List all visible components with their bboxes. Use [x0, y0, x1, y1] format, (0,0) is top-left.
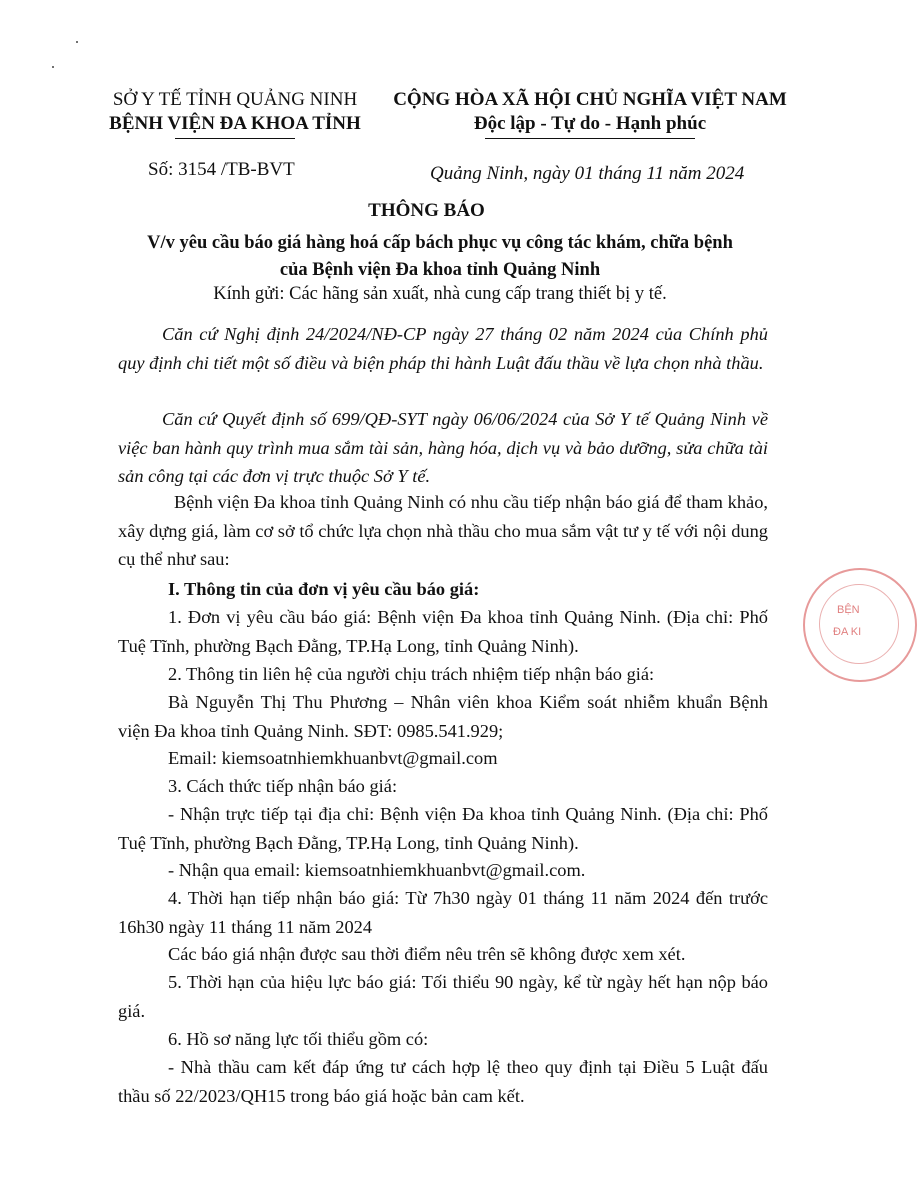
contact-person: Bà Nguyễn Thị Thu Phương – Nhân viên khoa Kiểm soát nhiễm khuẩn Bệnh viện Đa khoa tỉnh Quảng Ninh. SĐT: 0985.541.929; — [118, 692, 768, 741]
motto-underline — [485, 138, 695, 139]
country-name: CỘNG HÒA XÃ HỘI CHỦ NGHĨA VIỆT NAM — [393, 89, 787, 110]
place-date: Quảng Ninh, ngày 01 tháng 11 năm 2024 — [430, 163, 745, 184]
national-motto-block — [380, 88, 800, 139]
intro-paragraph: Bệnh viện Đa khoa tỉnh Quảng Ninh có nhu cầu tiếp nhận báo giá để tham khảo, xây dựng giá, làm cơ sở tổ chức lựa chọn nhà thầu cho mua sắm vật tư y tế với nội dung cụ thể như sau: — [118, 492, 768, 569]
document-title: THÔNG BÁO — [368, 200, 485, 221]
legal-basis-1: Căn cứ Nghị định 24/2024/NĐ-CP ngày 27 tháng 02 năm 2024 của Chính phủ quy định chi tiết một số điều và biện pháp thi hành Luật đấu thầu về lựa chọn nhà thầu. — [118, 324, 768, 373]
item-6: 6. Hồ sơ năng lực tối thiểu gồm có: — [168, 1029, 429, 1049]
issuer-underline — [175, 138, 295, 139]
document-number: Số: 3154 /TB-BVT — [148, 159, 295, 180]
contact-email: Email: kiemsoatnhiemkhuanbvt@gmail.com — [168, 748, 498, 768]
item-2: 2. Thông tin liên hệ của người chịu trách nhiệm tiếp nhận báo giá: — [168, 664, 655, 684]
item-5: 5. Thời hạn của hiệu lực báo giá: Tối thiểu 90 ngày, kể từ ngày hết hạn nộp báo giá. — [118, 972, 768, 1021]
issuer-hospital: BỆNH VIỆN ĐA KHOA TỈNH — [109, 113, 361, 134]
issuer-block — [90, 88, 380, 139]
official-stamp — [803, 568, 917, 682]
motto: Độc lập - Tự do - Hạnh phúc — [473, 113, 707, 134]
item-4-note: Các báo giá nhận được sau thời điểm nêu trên sẽ không được xem xét. — [168, 944, 686, 964]
recipient: Kính gửi: Các hãng sản xuất, nhà cung cấp trang thiết bị y tế. — [213, 284, 667, 304]
item-4: 4. Thời hạn tiếp nhận báo giá: Từ 7h30 ngày 01 tháng 11 năm 2024 đến trước 16h30 ngày 11 tháng 11 năm 2024 — [118, 888, 768, 937]
section-1-heading: I. Thông tin của đơn vị yêu cầu báo giá: — [168, 579, 480, 599]
subject — [80, 230, 800, 284]
item-3-direct: - Nhận trực tiếp tại địa chỉ: Bệnh viện Đa khoa tỉnh Quảng Ninh. (Địa chỉ: Phố Tuệ Tĩnh, phường Bạch Đằng, TP.Hạ Long, tỉnh Quảng Ninh). — [118, 804, 768, 853]
item-6-commitment: - Nhà thầu cam kết đáp ứng tư cách hợp lệ theo quy định tại Điều 5 Luật đấu thầu số 22/2023/QH15 trong báo giá hoặc bản cam kết. — [118, 1057, 768, 1106]
item-3: 3. Cách thức tiếp nhận báo giá: — [168, 776, 398, 796]
subject-line-2: của Bệnh viện Đa khoa tỉnh Quảng Ninh — [279, 260, 601, 280]
item-3-email: - Nhận qua email: kiemsoatnhiemkhuanbvt@gmail.com. — [168, 860, 586, 880]
stamp-inner-ring — [819, 584, 899, 664]
legal-basis-2: Căn cứ Quyết định số 699/QĐ-SYT ngày 06/06/2024 của Sở Y tế Quảng Ninh về việc ban hành quy trình mua sắm tài sản, hàng hóa, dịch vụ và bảo dưỡng, sửa chữa tài sản công tại các đơn vị trực thuộc Sở Y tế. — [118, 409, 768, 486]
subject-line-1: V/v yêu cầu báo giá hàng hoá cấp bách phục vụ công tác khám, chữa bệnh — [147, 233, 733, 253]
issuer-parent-agency: SỞ Y TẾ TỈNH QUẢNG NINH — [112, 89, 358, 110]
item-1: 1. Đơn vị yêu cầu báo giá: Bệnh viện Đa khoa tỉnh Quảng Ninh. (Địa chỉ: Phố Tuệ Tĩnh, phường Bạch Đằng, TP.Hạ Long, tỉnh Quảng Ninh). — [118, 607, 768, 656]
scan-speck — [76, 41, 78, 43]
scan-speck — [52, 66, 54, 68]
stamp-text-2: ĐA KI — [833, 626, 862, 638]
stamp-text-1: BỆN — [837, 604, 860, 616]
